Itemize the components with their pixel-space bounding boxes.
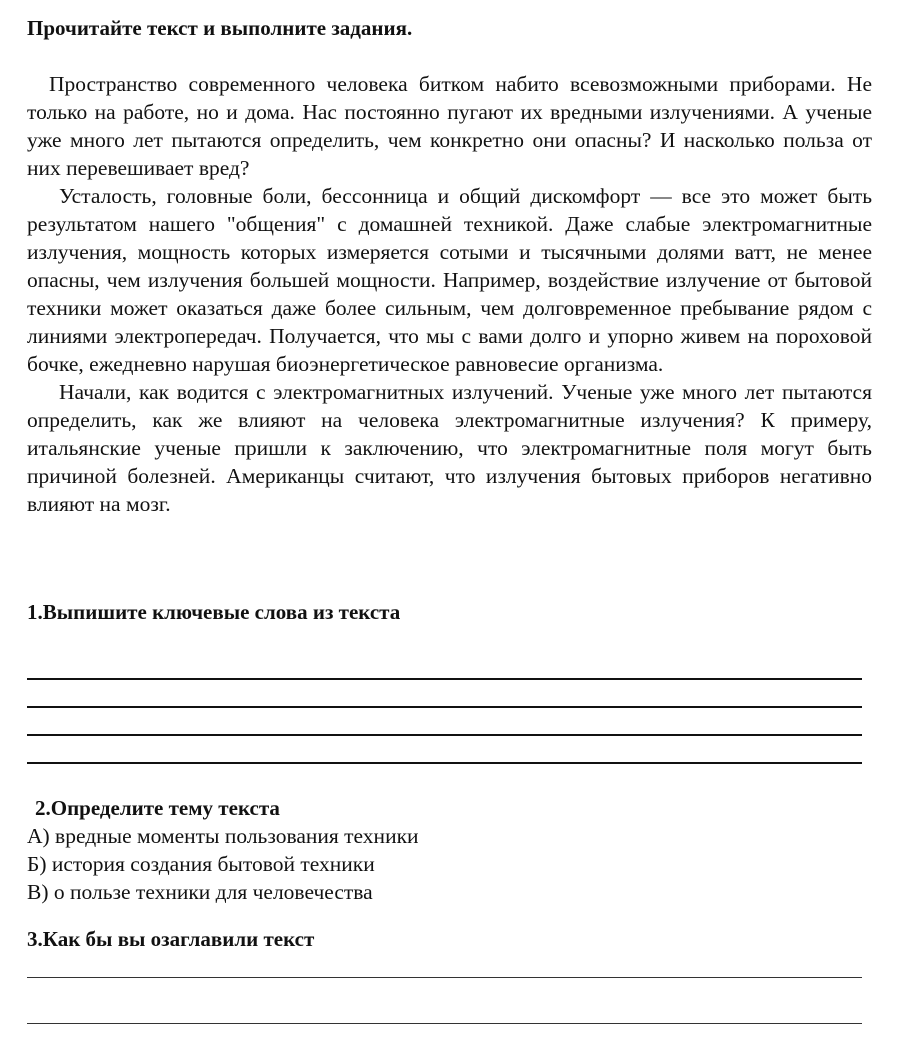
- reading-passage: [27, 70, 872, 518]
- question-2-option-c[interactable]: В) о пользе техники для человечества: [27, 880, 373, 904]
- question-1-answer-line-1[interactable]: [27, 678, 862, 680]
- question-1-answer-line-3[interactable]: [27, 734, 862, 736]
- page-title: Прочитайте текст и выполните задания.: [27, 16, 413, 40]
- passage-paragraph-2: Усталость, головные боли, бессонница и общий дискомфорт — все это может быть результатом нашего "общения" с домашней техникой. Даже слабые электромагнитные излучения, мощность которых измеряется сотыми и тысячными долями ватт, не менее опасны, чем излучения большей мощности. Например, воздействие излучение от бытовой техники может оказаться даже более сильным, чем долговременное пребывание рядом с линиями электропередач. Получается, что мы с вами долго и упорно живем на пороховой бочке, ежедневно нарушая биоэнергетическое равновесие организма.: [27, 184, 872, 376]
- passage-paragraph-1: Пространство современного человека битком набито всевозможными приборами. Не только на работе, но и дома. Нас постоянно пугают их вредными излучениями. А ученые уже много лет пытаются определить, чем конкретно они опасны? И насколько польза от них перевешивает вред?: [27, 72, 872, 180]
- question-1-answer-line-4[interactable]: [27, 762, 862, 764]
- question-2-option-a[interactable]: А) вредные моменты пользования техники: [27, 824, 419, 848]
- question-2-options: [27, 822, 419, 906]
- passage-paragraph-3: Начали, как водится с электромагнитных излучений. Ученые уже много лет пытаются определить, как же влияют на человека электромагнитные излучения? К примеру, итальянские ученые пришли к заключению, что электромагнитные поля могут быть причиной болезней. Американцы считают, что излучения бытовых приборов негативно влияют на мозг.: [27, 380, 872, 516]
- question-2-option-b[interactable]: Б) история создания бытовой техники: [27, 852, 375, 876]
- question-1-answer-line-2[interactable]: [27, 706, 862, 708]
- question-1-title: 1.Выпишите ключевые слова из текста: [27, 600, 401, 624]
- question-2-title: 2.Определите тему текста: [35, 796, 280, 820]
- question-3-title: 3.Как бы вы озаглавили текст: [27, 927, 315, 951]
- question-3-answer-line-2[interactable]: [27, 1023, 862, 1024]
- question-3-answer-line-1[interactable]: [27, 977, 862, 978]
